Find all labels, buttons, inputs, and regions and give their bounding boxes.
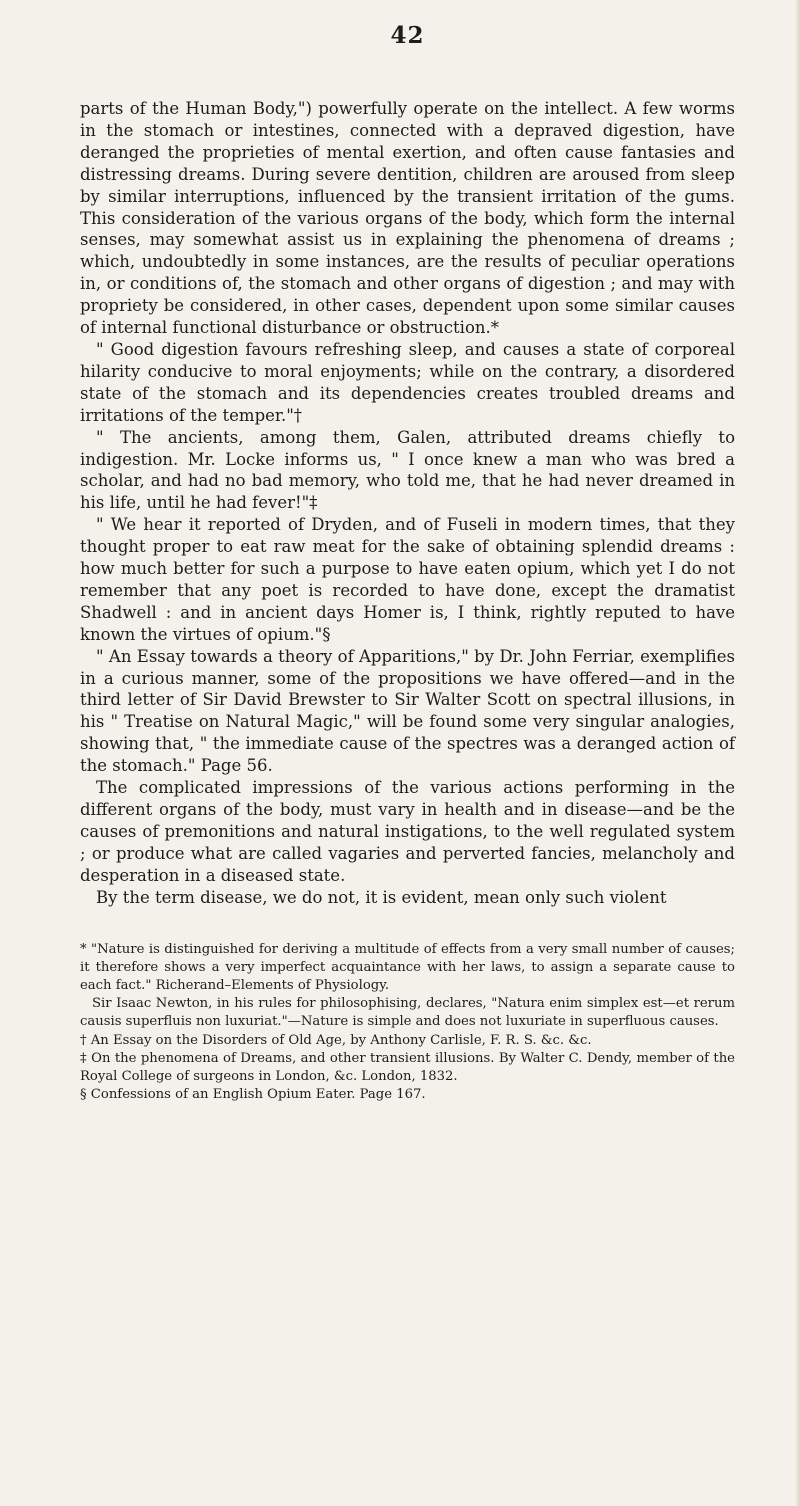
paragraph-7: By the term disease, we do not, it is evident, mean only such violent (96, 887, 667, 907)
footnote-dendy: ‡ On the phenomena of Dreams, and other transient illusions. By Walter C. Dendy, member of the Royal College of surgeons in London, &c. London, 1832. (80, 1050, 735, 1084)
paragraph-5: " An Essay towards a theory of Apparitions," by Dr. John Ferriar, exemplifies in a curious manner, some of the propositions we have offered—and in the third letter of Sir David Brewster to Sir Walter Scott on spectral illusions, in his " Treatise on Natural Magic," will be found some very singular analogies, showing that, " the immediate cause of the spectres was a deranged action of the stomach." Page 56. (80, 646, 735, 776)
footnote-nature: * "Nature is distinguished for deriving a multitude of effects from a very small number of causes; it therefore shows a very imperfect acquaintance with her laws, to assign a separate cause to each fact." Richerand–Elements of Physiology. (80, 941, 735, 993)
footnote-newton: Sir Isaac Newton, in his rules for philosophising, declares, "Natura enim simplex est—et rerum causis superfluis non luxuriat."—Nature is simple and does not luxuriate in superfluous causes. (80, 996, 735, 1030)
paragraph-2: " Good digestion favours refreshing sleep, and causes a state of corporeal hilarity conducive to moral enjoyments; while on the contrary, a disordered state of the stomach and its dependencies creates troubled dreams and irritations of the temper."† (80, 339, 735, 425)
book-page (80, 0, 735, 1506)
paragraph-3: " The ancients, among them, Galen, attributed dreams chiefly to indigestion. Mr. Locke informs us, " I once knew a man who was bred a scholar, and had no bad memory, who told me, that he had never dreamed in his life, until he had fever!"‡ (80, 427, 735, 513)
footnote-carlisle: † An Essay on the Disorders of Old Age, by Anthony Carlisle, F. R. S. &c. &c. (80, 1032, 592, 1048)
page-edge-shadow (795, 0, 800, 1506)
body-text (80, 98, 735, 909)
page-number: 42 (390, 22, 425, 49)
footnote-opium-eater: § Confessions of an English Opium Eater. Page 167. (80, 1087, 426, 1103)
paragraph-4: " We hear it reported of Dryden, and of Fuseli in modern times, that they thought proper to eat raw meat for the sake of obtaining splendid dreams : how much better for such a purpose to have eaten opium, which yet I do not remember that any poet is recorded to have done, except the dramatist Shadwell : and in ancient days Homer is, I think, rightly reputed to have known the virtues of opium."§ (80, 515, 735, 644)
footnotes (80, 941, 735, 1105)
paragraph-1: parts of the Human Body,") powerfully operate on the intellect. A few worms in the stomach or intestines, connected with a depraved digestion, have deranged the proprieties of mental exertion, and often cause fantasies and distressing dreams. During severe dentition, children are aroused from sleep by similar interruptions, influenced by the transient irritation of the gums. This consideration of the various organs of the body, which form the internal senses, may somewhat assist us in explaining the phenomena of dreams ; which, undoubtedly in some instances, are the results of peculiar operations in, or conditions of, the stomach and other organs of digestion ; and may with propriety be considered, in other cases, dependent upon some similar causes of internal functional disturbance or obstruction.* (80, 99, 735, 338)
paragraph-6: The complicated impressions of the various actions performing in the different organs of the body, must vary in health and in disease—and be the causes of premonitions and natural instigations, to the well regulated system ; or produce what are called vagaries and perverted fancies, melancholy and desperation in a diseased state. (80, 778, 735, 885)
